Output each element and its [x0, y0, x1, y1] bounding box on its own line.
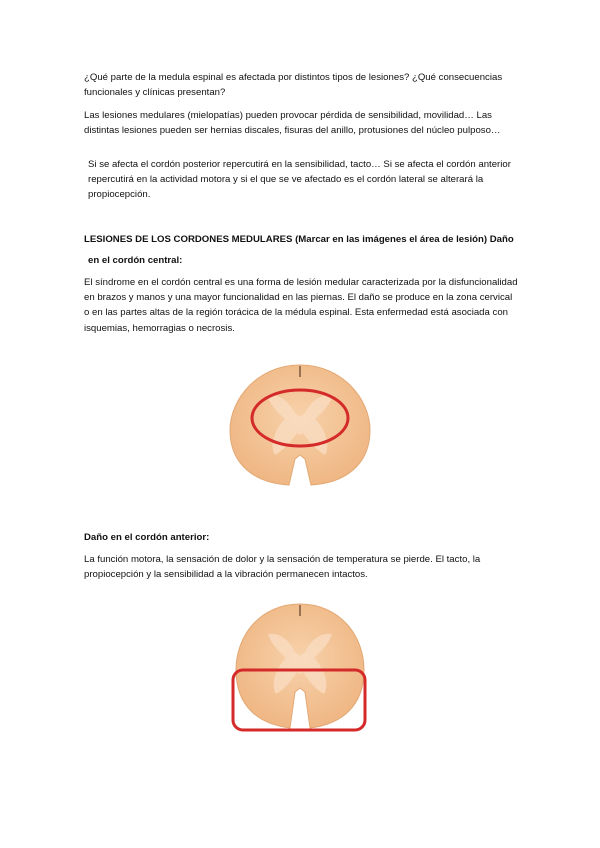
section-heading-title: LESIONES DE LOS CORDONES MEDULARES [84, 234, 293, 245]
spinal-cord-anterior-figure [228, 600, 373, 740]
anterior-text: La función motora, la sensación de dolor y la sensación de temperatura se pierde. El tacto, la propiocepción y la sensibilidad a la vibración permanecen intactos. [84, 554, 481, 581]
central-text: El síndrome en el cordón central es una forma de lesión medular caracterizada por la disfuncionalidad en brazos y manos y una mayor funcionalidad en las piernas. El daño se produce en la zona cervical o en las partes altas de la región torácica de la médula espinal. Esta enfermedad está asociada con isquemias, hemorragias o necrosis. [84, 277, 518, 334]
section-heading-instruction: (Marcar en las imágenes el área de lesión) [295, 234, 488, 245]
intro-paragraph-1: Las lesiones medulares (mielopatías) pueden provocar pérdida de sensibilidad, movilidad… Las distintas lesiones pueden ser hernias discales, fisuras del anillo, protusiones del núcleo pulposo… [84, 110, 501, 137]
intro-paragraph-2: Si se afecta el cordón posterior repercutirá en la sensibilidad, tacto… Si se afecta el cordón anterior repercutirá en la actividad motora y si el que se ve afectado es el cordón lateral se alterará la propiocepción. [88, 159, 511, 201]
section-heading-tail: Daño [489, 234, 514, 245]
central-heading: en el cordón central: [88, 255, 183, 266]
anterior-heading: Daño en el cordón anterior: [84, 532, 210, 543]
intro-question: ¿Qué parte de la medula espinal es afectada por distintos tipos de lesiones? ¿Qué consecuencias funcionales y clínicas presentan? [84, 72, 503, 99]
anterior-median-fissure [296, 455, 304, 485]
spinal-cord-central-figure [225, 355, 375, 505]
section-heading [84, 232, 520, 247]
anterior-median-fissure [295, 688, 305, 728]
